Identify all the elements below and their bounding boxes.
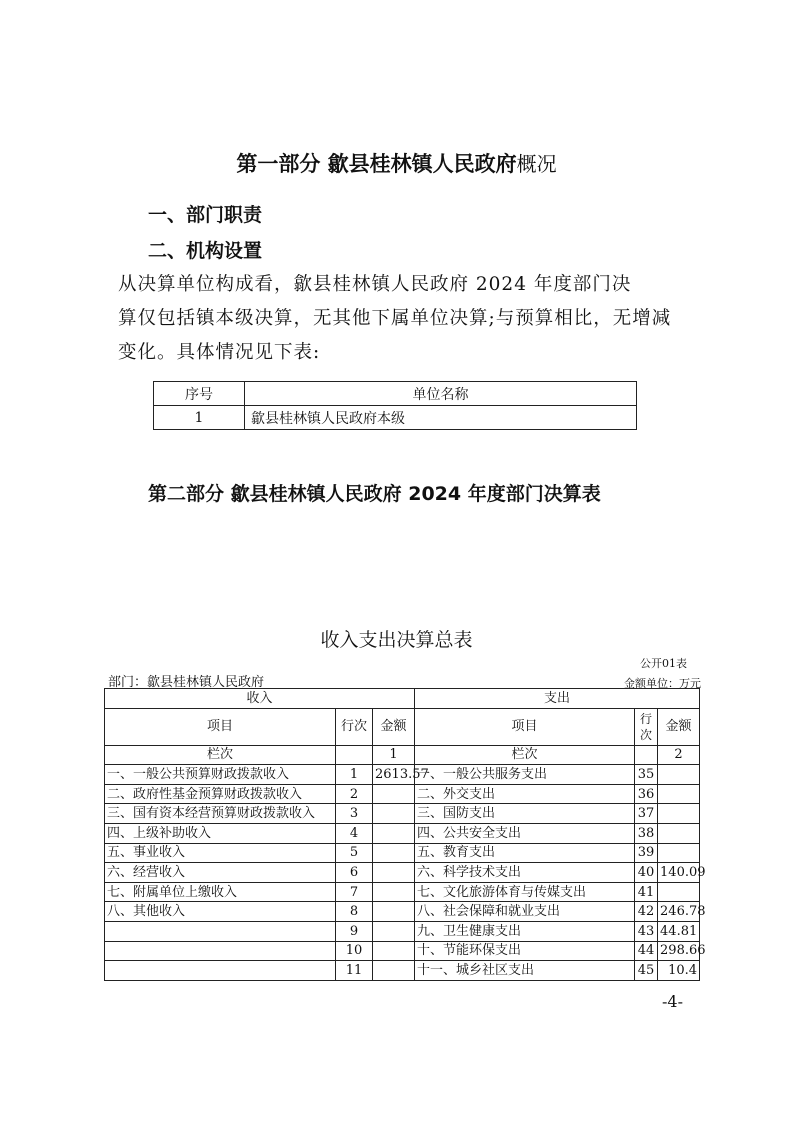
table-row (105, 882, 700, 902)
unit-name: 歙县桂林镇人民政府本级 (245, 406, 637, 430)
expense-amount: 246.78 (658, 902, 700, 922)
expense-amount (658, 804, 700, 824)
income-item: 八、其他收入 (105, 902, 336, 922)
income-line: 1 (336, 765, 373, 785)
para-line: 从决算单位构成看，歙县桂林镇人民政府 2024 年度部门决 (118, 274, 632, 295)
income-item (105, 921, 336, 941)
expense-amount (658, 765, 700, 785)
income-item: 七、附属单位上缴收入 (105, 882, 336, 902)
empty-cell (336, 745, 373, 765)
expense-line: 38 (635, 823, 658, 843)
expense-line: 45 (635, 961, 658, 981)
table-row (105, 902, 700, 922)
expense-header: 支出 (415, 689, 700, 709)
income-line: 7 (336, 882, 373, 902)
income-col-no: 1 (373, 745, 415, 765)
empty-cell (635, 745, 658, 765)
part1-title-tail: 概况 (516, 152, 557, 176)
income-col-line: 行次 (336, 708, 373, 745)
income-item: 三、国有资本经营预算财政拨款收入 (105, 804, 336, 824)
expense-line: 43 (635, 921, 658, 941)
part1-title-main: 第一部分 歙县桂林镇人民政府 (236, 152, 517, 176)
structure-paragraph (118, 268, 698, 370)
expense-amount: 10.4 (658, 961, 700, 981)
expense-item: 九、卫生健康支出 (415, 921, 635, 941)
expense-col-line (635, 708, 658, 745)
expense-line: 42 (635, 902, 658, 922)
income-item: 四、上级补助收入 (105, 823, 336, 843)
part1-title (0, 148, 793, 178)
income-line: 10 (336, 941, 373, 961)
income-item (105, 961, 336, 981)
expense-item: 十、节能环保支出 (415, 941, 635, 961)
income-amount (373, 863, 415, 883)
table-row (105, 765, 700, 785)
expense-col-label: 栏次 (415, 745, 635, 765)
income-item: 一、一般公共预算财政拨款收入 (105, 765, 336, 785)
income-line: 2 (336, 784, 373, 804)
expense-col-item: 项目 (415, 708, 635, 745)
income-item: 五、事业收入 (105, 843, 336, 863)
income-col-label: 栏次 (105, 745, 336, 765)
page-number: -4- (662, 992, 683, 1011)
unit-table-header (154, 382, 637, 406)
section-duties-heading: 一、部门职责 (148, 204, 263, 226)
income-item: 六、经营收入 (105, 863, 336, 883)
section-structure-heading: 二、机构设置 (148, 240, 263, 262)
summary-rows (105, 765, 706, 981)
expense-col-amount: 金额 (658, 708, 700, 745)
income-header: 收入 (105, 689, 415, 709)
income-line: 4 (336, 823, 373, 843)
expense-amount (658, 784, 700, 804)
income-amount (373, 921, 415, 941)
income-amount (373, 823, 415, 843)
income-line: 11 (336, 961, 373, 981)
para-line: 变化。具体情况见下表: (118, 342, 321, 363)
table-row (105, 961, 700, 981)
income-amount (373, 784, 415, 804)
expense-amount (658, 882, 700, 902)
income-col-amount: 金额 (373, 708, 415, 745)
summary-table (104, 688, 706, 981)
table-row (105, 823, 700, 843)
part2-title: 第二部分 歙县桂林镇人民政府 2024 年度部门决算表 (148, 483, 601, 505)
expense-item: 五、教育支出 (415, 843, 635, 863)
expense-line: 37 (635, 804, 658, 824)
income-amount (373, 882, 415, 902)
expense-amount: 298.66 (658, 941, 700, 961)
income-amount (373, 843, 415, 863)
income-item: 二、政府性基金预算财政拨款收入 (105, 784, 336, 804)
income-amount (373, 941, 415, 961)
expense-amount (658, 823, 700, 843)
expense-amount: 44.81 (658, 921, 700, 941)
unit-header-name: 单位名称 (245, 382, 637, 406)
expense-amount (658, 843, 700, 863)
summary-column-number-row (105, 745, 700, 765)
summary-column-header (105, 708, 700, 745)
expense-item: 十一、城乡社区支出 (415, 961, 635, 981)
unit-table (153, 381, 637, 430)
expense-item: 一、一般公共服务支出 (415, 765, 635, 785)
income-line: 3 (336, 804, 373, 824)
expense-item: 四、公共安全支出 (415, 823, 635, 843)
expense-item: 六、科学技术支出 (415, 863, 635, 883)
expense-line: 40 (635, 863, 658, 883)
table-row (105, 843, 700, 863)
expense-line: 41 (635, 882, 658, 902)
income-amount (373, 961, 415, 981)
income-amount: 2613.57 (373, 765, 415, 785)
income-line: 5 (336, 843, 373, 863)
income-item (105, 941, 336, 961)
amount-unit-label: 金额单位：万元 (624, 677, 701, 690)
form-code: 公开01表 (640, 657, 687, 670)
income-line: 6 (336, 863, 373, 883)
expense-line: 36 (635, 784, 658, 804)
income-col-item: 项目 (105, 708, 336, 745)
expense-amount: 140.09 (658, 863, 700, 883)
table-row (105, 921, 700, 941)
department-label: 部门：歙县桂林镇人民政府 (108, 675, 265, 690)
table-row (105, 784, 700, 804)
table-row (105, 804, 700, 824)
income-amount (373, 902, 415, 922)
table-row (154, 406, 637, 430)
expense-col-line-2: 次 (640, 727, 653, 742)
table-row (105, 941, 700, 961)
expense-line: 35 (635, 765, 658, 785)
unit-index: 1 (154, 406, 245, 430)
summary-group-header (105, 689, 700, 709)
expense-col-no: 2 (658, 745, 700, 765)
expense-line: 44 (635, 941, 658, 961)
expense-col-line-1: 行 (640, 711, 653, 726)
expense-item: 二、外交支出 (415, 784, 635, 804)
income-line: 8 (336, 902, 373, 922)
expense-item: 七、文化旅游体育与传媒支出 (415, 882, 635, 902)
expense-item: 八、社会保障和就业支出 (415, 902, 635, 922)
income-amount (373, 804, 415, 824)
table-row (105, 863, 700, 883)
expense-item: 三、国防支出 (415, 804, 635, 824)
income-line: 9 (336, 921, 373, 941)
summary-table-title: 收入支出决算总表 (320, 629, 473, 651)
expense-line: 39 (635, 843, 658, 863)
para-line: 算仅包括镇本级决算，无其他下属单位决算;与预算相比，无增减 (118, 308, 672, 329)
unit-header-index: 序号 (154, 382, 245, 406)
